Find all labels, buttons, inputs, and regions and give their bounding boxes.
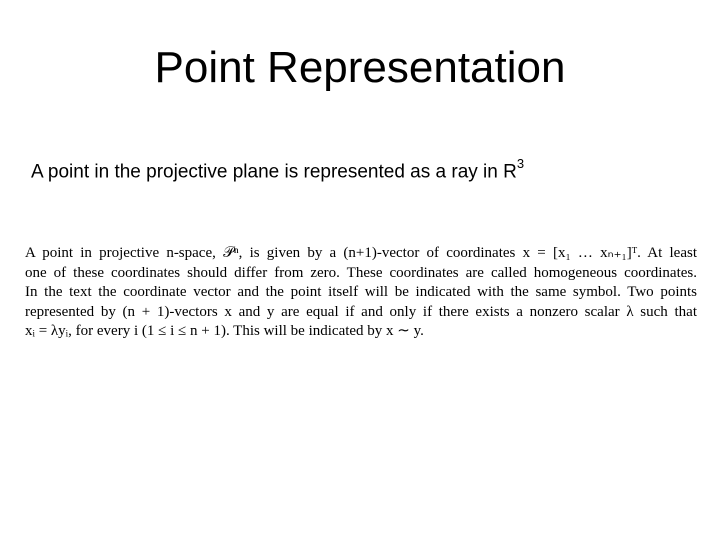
definition-line: xᵢ = λyᵢ, for every i (1 ≤ i ≤ n + 1). This will be indicated by x ∼ y. [25,323,424,339]
bullet-superscript: 3 [516,156,525,171]
bullet-text [31,152,524,186]
definition-line: one of these coordinates should differ from zero. These coordinates are called homogeneous coordinates. [25,264,697,281]
definition-line: represented by (n + 1)-vectors x and y are equal if and only if there exists a nonzero scalar λ such that [25,303,697,320]
definition-line: A point in projective n-space, 𝒫ⁿ, is given by a (n+1)-vector of coordinates x = [x₁ … xₙ₊₁]ᵀ. At least [25,245,697,261]
definition-paragraph [25,244,697,342]
bullet-text-body: A point in the projective plane is represented as a ray in R [31,161,517,183]
definition-line: In the text the coordinate vector and the point itself will be indicated with the same symbol. Two points [25,284,697,300]
slide-title: Point Representation [154,43,566,92]
